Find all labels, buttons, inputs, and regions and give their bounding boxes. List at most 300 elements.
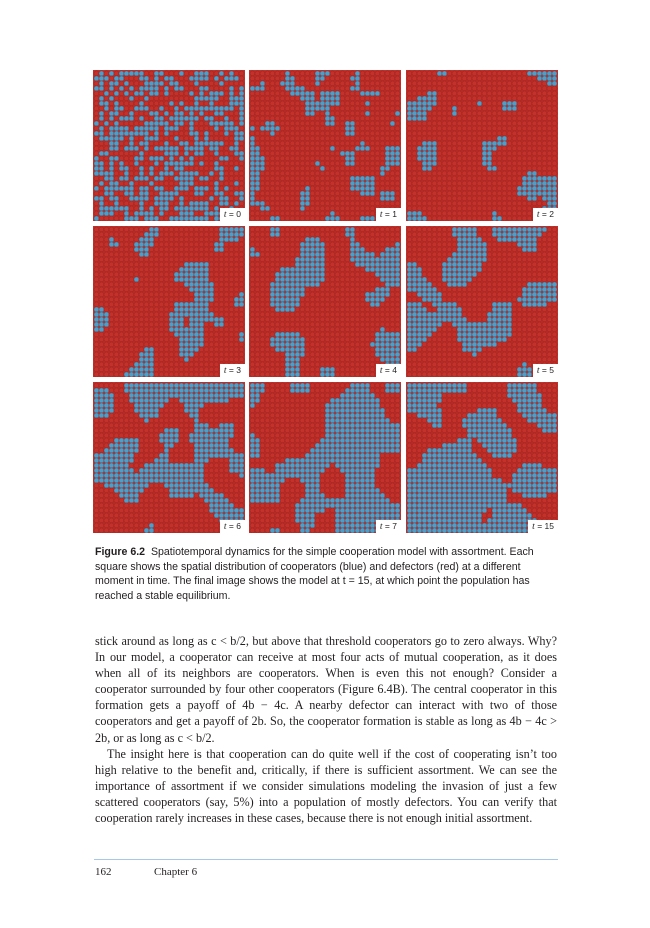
cooperator-cell xyxy=(432,156,437,161)
cooperator-cell xyxy=(204,96,209,101)
defector-cell xyxy=(345,81,350,86)
defector-cell xyxy=(370,357,375,362)
defector-cell xyxy=(412,171,417,176)
defector-cell xyxy=(270,362,275,367)
cooperator-cell xyxy=(355,257,360,262)
cooperator-cell xyxy=(99,151,104,156)
defector-cell xyxy=(360,171,365,176)
defector-cell xyxy=(532,201,537,206)
defector-cell xyxy=(482,206,487,211)
defector-cell xyxy=(330,166,335,171)
cooperator-cell xyxy=(522,186,527,191)
defector-cell xyxy=(472,282,477,287)
defector-cell xyxy=(340,176,345,181)
defector-cell xyxy=(320,282,325,287)
cooperator-cell xyxy=(315,71,320,76)
defector-cell xyxy=(432,206,437,211)
defector-cell xyxy=(154,357,159,362)
defector-cell xyxy=(442,287,447,292)
cooperator-cell xyxy=(154,121,159,126)
cooperator-cell xyxy=(189,302,194,307)
cooperator-cell xyxy=(375,332,380,337)
defector-cell xyxy=(280,206,285,211)
cooperator-cell xyxy=(355,186,360,191)
defector-cell xyxy=(517,121,522,126)
cooperator-cell xyxy=(427,106,432,111)
defector-cell xyxy=(159,262,164,267)
cooperator-cell xyxy=(310,247,315,252)
defector-cell xyxy=(427,227,432,232)
cooperator-cell xyxy=(154,201,159,206)
defector-cell xyxy=(124,357,129,362)
defector-cell xyxy=(159,292,164,297)
cooperator-cell xyxy=(124,91,129,96)
defector-cell xyxy=(229,357,234,362)
defector-cell xyxy=(219,332,224,337)
cooperator-cell xyxy=(139,191,144,196)
cooperator-cell xyxy=(462,282,467,287)
defector-cell xyxy=(275,267,280,272)
cooperator-cell xyxy=(149,156,154,161)
cooperator-cell xyxy=(537,186,542,191)
defector-cell xyxy=(280,317,285,322)
defector-cell xyxy=(385,327,390,332)
defector-cell xyxy=(184,362,189,367)
defector-cell xyxy=(119,342,124,347)
defector-cell xyxy=(144,307,149,312)
defector-cell xyxy=(527,252,532,257)
defector-cell xyxy=(325,247,330,252)
defector-cell xyxy=(265,372,270,377)
cooperator-cell xyxy=(375,342,380,347)
cooperator-cell xyxy=(305,106,310,111)
cooperator-cell xyxy=(164,191,169,196)
defector-cell xyxy=(250,106,255,111)
defector-cell xyxy=(250,71,255,76)
cooperator-cell xyxy=(134,161,139,166)
cooperator-cell xyxy=(109,242,114,247)
cooperator-cell xyxy=(380,332,385,337)
defector-cell xyxy=(179,81,184,86)
defector-cell xyxy=(365,196,370,201)
defector-cell xyxy=(124,196,129,201)
cooperator-cell xyxy=(370,302,375,307)
defector-cell xyxy=(219,312,224,317)
defector-cell xyxy=(330,196,335,201)
defector-cell xyxy=(305,141,310,146)
defector-cell xyxy=(169,247,174,252)
defector-cell xyxy=(139,96,144,101)
defector-cell xyxy=(325,86,330,91)
defector-cell xyxy=(109,201,114,206)
cooperator-cell xyxy=(209,196,214,201)
cooperator-cell xyxy=(380,277,385,282)
defector-cell xyxy=(502,116,507,121)
defector-cell xyxy=(204,362,209,367)
cooperator-cell xyxy=(457,282,462,287)
defector-cell xyxy=(442,91,447,96)
defector-cell xyxy=(492,206,497,211)
cooperator-cell xyxy=(239,86,244,91)
defector-cell xyxy=(497,71,502,76)
defector-cell xyxy=(477,71,482,76)
defector-cell xyxy=(412,227,417,232)
defector-cell xyxy=(119,267,124,272)
defector-cell xyxy=(159,327,164,332)
defector-cell xyxy=(169,282,174,287)
defector-cell xyxy=(310,151,315,156)
defector-cell xyxy=(260,96,265,101)
cooperator-cell xyxy=(139,372,144,377)
defector-cell xyxy=(300,76,305,81)
defector-cell xyxy=(422,76,427,81)
defector-cell xyxy=(204,121,209,126)
defector-cell xyxy=(300,176,305,181)
cooperator-cell xyxy=(447,282,452,287)
defector-cell xyxy=(532,141,537,146)
cooperator-cell xyxy=(395,257,400,262)
defector-cell xyxy=(144,161,149,166)
cooperator-cell xyxy=(315,76,320,81)
defector-cell xyxy=(280,146,285,151)
defector-cell xyxy=(129,302,134,307)
cooperator-cell xyxy=(219,247,224,252)
defector-cell xyxy=(407,186,412,191)
defector-cell xyxy=(275,252,280,257)
defector-cell xyxy=(360,267,365,272)
defector-cell xyxy=(432,232,437,237)
cooperator-cell xyxy=(204,307,209,312)
defector-cell xyxy=(104,96,109,101)
defector-cell xyxy=(260,337,265,342)
defector-cell xyxy=(380,237,385,242)
defector-cell xyxy=(437,227,442,232)
defector-cell xyxy=(412,121,417,126)
defector-cell xyxy=(164,237,169,242)
defector-cell xyxy=(467,166,472,171)
defector-cell xyxy=(255,342,260,347)
defector-cell xyxy=(204,372,209,377)
defector-cell xyxy=(224,146,229,151)
defector-cell xyxy=(124,76,129,81)
defector-cell xyxy=(502,257,507,262)
defector-cell xyxy=(375,242,380,247)
defector-cell xyxy=(234,287,239,292)
defector-cell xyxy=(512,302,517,307)
defector-cell xyxy=(345,111,350,116)
defector-cell xyxy=(229,277,234,282)
defector-cell xyxy=(139,277,144,282)
defector-cell xyxy=(437,206,442,211)
defector-cell xyxy=(330,232,335,237)
defector-cell xyxy=(174,171,179,176)
defector-cell xyxy=(219,347,224,352)
defector-cell xyxy=(512,257,517,262)
defector-cell xyxy=(159,252,164,257)
defector-cell xyxy=(285,131,290,136)
defector-cell xyxy=(422,247,427,252)
defector-cell xyxy=(315,317,320,322)
defector-cell xyxy=(265,131,270,136)
defector-cell xyxy=(295,121,300,126)
defector-cell xyxy=(335,206,340,211)
defector-cell xyxy=(507,186,512,191)
defector-cell xyxy=(275,151,280,156)
defector-cell xyxy=(492,272,497,277)
cooperator-cell xyxy=(104,101,109,106)
defector-cell xyxy=(365,332,370,337)
defector-cell xyxy=(179,126,184,131)
defector-cell xyxy=(407,151,412,156)
defector-cell xyxy=(209,372,214,377)
defector-cell xyxy=(290,116,295,121)
cooperator-cell xyxy=(154,196,159,201)
cooperator-cell xyxy=(164,141,169,146)
defector-cell xyxy=(229,257,234,262)
defector-cell xyxy=(270,267,275,272)
defector-cell xyxy=(99,302,104,307)
defector-cell xyxy=(340,211,345,216)
cooperator-cell xyxy=(104,206,109,211)
defector-cell xyxy=(497,151,502,156)
defector-cell xyxy=(305,292,310,297)
defector-cell xyxy=(214,352,219,357)
cooperator-cell xyxy=(325,111,330,116)
cooperator-cell xyxy=(285,352,290,357)
defector-cell xyxy=(119,262,124,267)
defector-cell xyxy=(199,131,204,136)
defector-cell xyxy=(99,272,104,277)
cooperator-cell xyxy=(457,232,462,237)
defector-cell xyxy=(94,282,99,287)
defector-cell xyxy=(437,171,442,176)
cooperator-cell xyxy=(552,201,557,206)
defector-cell xyxy=(320,121,325,126)
defector-cell xyxy=(375,186,380,191)
cooperator-cell xyxy=(149,206,154,211)
defector-cell xyxy=(184,317,189,322)
cooperator-cell xyxy=(285,372,290,377)
defector-cell xyxy=(184,166,189,171)
cooperator-cell xyxy=(517,227,522,232)
cooperator-cell xyxy=(189,201,194,206)
defector-cell xyxy=(204,232,209,237)
defector-cell xyxy=(427,76,432,81)
defector-cell xyxy=(219,126,224,131)
cooperator-cell xyxy=(300,196,305,201)
defector-cell xyxy=(204,367,209,372)
defector-cell xyxy=(517,181,522,186)
defector-cell xyxy=(360,121,365,126)
cooperator-cell xyxy=(139,151,144,156)
defector-cell xyxy=(229,342,234,347)
cooperator-cell xyxy=(219,121,224,126)
defector-cell xyxy=(452,141,457,146)
cooperator-cell xyxy=(285,267,290,272)
cooperator-cell xyxy=(209,287,214,292)
defector-cell xyxy=(512,141,517,146)
defector-cell xyxy=(295,176,300,181)
cooperator-cell xyxy=(320,71,325,76)
defector-cell xyxy=(537,106,542,111)
defector-cell xyxy=(422,181,427,186)
defector-cell xyxy=(412,96,417,101)
defector-cell xyxy=(350,332,355,337)
defector-cell xyxy=(270,201,275,206)
defector-cell xyxy=(154,322,159,327)
defector-cell xyxy=(204,257,209,262)
cooperator-cell xyxy=(527,171,532,176)
defector-cell xyxy=(94,242,99,247)
cooperator-cell xyxy=(99,131,104,136)
cooperator-cell xyxy=(99,126,104,131)
defector-cell xyxy=(255,257,260,262)
defector-cell xyxy=(129,297,134,302)
defector-cell xyxy=(219,161,224,166)
defector-cell xyxy=(477,166,482,171)
defector-cell xyxy=(472,86,477,91)
defector-cell xyxy=(462,126,467,131)
defector-cell xyxy=(345,307,350,312)
defector-cell xyxy=(345,176,350,181)
defector-cell xyxy=(99,357,104,362)
defector-cell xyxy=(320,347,325,352)
defector-cell xyxy=(492,247,497,252)
defector-cell xyxy=(270,111,275,116)
cooperator-cell xyxy=(532,302,537,307)
cooperator-cell xyxy=(124,186,129,191)
cooperator-cell xyxy=(290,367,295,372)
defector-cell xyxy=(502,252,507,257)
defector-cell xyxy=(94,141,99,146)
cooperator-cell xyxy=(522,227,527,232)
defector-cell xyxy=(395,116,400,121)
defector-cell xyxy=(270,86,275,91)
cooperator-cell xyxy=(114,106,119,111)
defector-cell xyxy=(305,287,310,292)
defector-cell xyxy=(380,242,385,247)
defector-cell xyxy=(109,282,114,287)
cooperator-cell xyxy=(194,116,199,121)
defector-cell xyxy=(527,277,532,282)
cooperator-cell xyxy=(179,71,184,76)
defector-cell xyxy=(370,111,375,116)
defector-cell xyxy=(462,91,467,96)
defector-cell xyxy=(437,106,442,111)
defector-cell xyxy=(507,111,512,116)
defector-cell xyxy=(224,302,229,307)
defector-cell xyxy=(360,337,365,342)
defector-cell xyxy=(104,237,109,242)
defector-cell xyxy=(315,206,320,211)
defector-cell xyxy=(412,91,417,96)
defector-cell xyxy=(412,141,417,146)
defector-cell xyxy=(275,116,280,121)
defector-cell xyxy=(360,302,365,307)
defector-cell xyxy=(300,332,305,337)
defector-cell xyxy=(482,116,487,121)
cooperator-cell xyxy=(305,91,310,96)
defector-cell xyxy=(345,342,350,347)
defector-cell xyxy=(219,257,224,262)
defector-cell xyxy=(385,76,390,81)
cooperator-cell xyxy=(194,327,199,332)
cooperator-cell xyxy=(134,277,139,282)
cooperator-cell xyxy=(467,257,472,262)
defector-cell xyxy=(250,277,255,282)
defector-cell xyxy=(300,312,305,317)
defector-cell xyxy=(462,287,467,292)
cooperator-cell xyxy=(154,136,159,141)
defector-cell xyxy=(350,267,355,272)
cooperator-cell xyxy=(542,196,547,201)
defector-cell xyxy=(290,211,295,216)
defector-cell xyxy=(214,307,219,312)
cooperator-cell xyxy=(360,146,365,151)
defector-cell xyxy=(360,116,365,121)
defector-cell xyxy=(129,242,134,247)
defector-cell xyxy=(380,156,385,161)
defector-cell xyxy=(275,71,280,76)
defector-cell xyxy=(507,181,512,186)
defector-cell xyxy=(234,116,239,121)
cooperator-cell xyxy=(457,262,462,267)
defector-cell xyxy=(139,121,144,126)
cooperator-cell xyxy=(417,216,422,221)
defector-cell xyxy=(159,322,164,327)
defector-cell xyxy=(497,76,502,81)
cooperator-cell xyxy=(330,116,335,121)
defector-cell xyxy=(189,81,194,86)
defector-cell xyxy=(432,237,437,242)
defector-cell xyxy=(189,372,194,377)
defector-cell xyxy=(462,161,467,166)
defector-cell xyxy=(432,116,437,121)
cooperator-cell xyxy=(164,86,169,91)
defector-cell xyxy=(214,116,219,121)
cooperator-cell xyxy=(330,146,335,151)
defector-cell xyxy=(350,292,355,297)
cooperator-cell xyxy=(432,151,437,156)
defector-cell xyxy=(280,362,285,367)
defector-cell xyxy=(179,297,184,302)
cooperator-cell xyxy=(104,312,109,317)
defector-cell xyxy=(552,126,557,131)
defector-cell xyxy=(487,227,492,232)
defector-cell xyxy=(472,131,477,136)
defector-cell xyxy=(260,287,265,292)
cooperator-cell xyxy=(390,332,395,337)
cooperator-cell xyxy=(214,216,219,221)
defector-cell xyxy=(285,116,290,121)
defector-cell xyxy=(255,317,260,322)
defector-cell xyxy=(270,272,275,277)
defector-cell xyxy=(270,141,275,146)
defector-cell xyxy=(239,267,244,272)
defector-cell xyxy=(114,337,119,342)
cooperator-cell xyxy=(345,151,350,156)
defector-cell xyxy=(380,201,385,206)
defector-cell xyxy=(114,161,119,166)
defector-cell xyxy=(295,136,300,141)
defector-cell xyxy=(507,86,512,91)
defector-cell xyxy=(482,181,487,186)
defector-cell xyxy=(300,81,305,86)
cooperator-cell xyxy=(159,176,164,181)
defector-cell xyxy=(295,201,300,206)
defector-cell xyxy=(340,201,345,206)
cooperator-cell xyxy=(350,121,355,126)
